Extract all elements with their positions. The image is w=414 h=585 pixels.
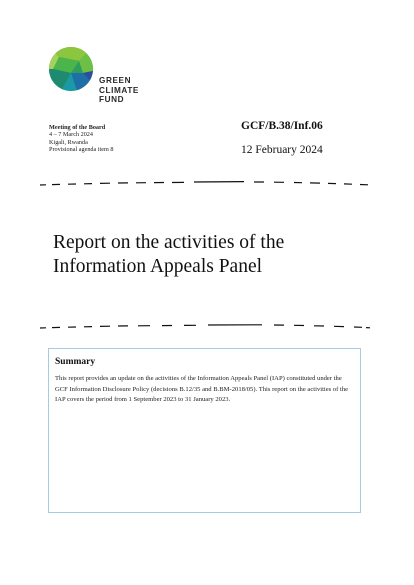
logo-line-green: GREEN	[99, 76, 132, 85]
divider-top	[38, 180, 372, 186]
document-reference: GCF/B.38/Inf.06	[241, 120, 323, 132]
report-title-line-1: Report on the activities of the	[53, 232, 285, 253]
report-title-line-2: Information Appeals Panel	[53, 256, 263, 277]
divider-bottom	[38, 323, 372, 329]
meeting-location: Kigali, Rwanda	[49, 138, 88, 146]
logo-wordmark	[99, 76, 139, 105]
meeting-dates: 4 – 7 March 2024	[49, 131, 93, 139]
document-date: 12 February 2024	[241, 144, 323, 156]
logo-line-climate: CLIMATE	[99, 85, 139, 95]
meeting-title: Meeting of the Board	[49, 124, 106, 131]
logo-line-fund: FUND	[99, 95, 125, 105]
summary-heading: Summary	[55, 357, 96, 367]
summary-box	[48, 348, 361, 513]
meeting-agenda-item: Provisional agenda item 8	[49, 145, 114, 153]
report-title	[53, 231, 373, 279]
meeting-info	[49, 124, 113, 153]
summary-body: This report provides an update on the activities of the Information Appeals Panel (IAP) constituted under the GCF Information Disclosure Policy (decisions B.12/35 and B.BM-2018/05). This report on the activities of the IAP covers the period from 1 September 2023 to 31 January 2023.	[55, 375, 349, 404]
